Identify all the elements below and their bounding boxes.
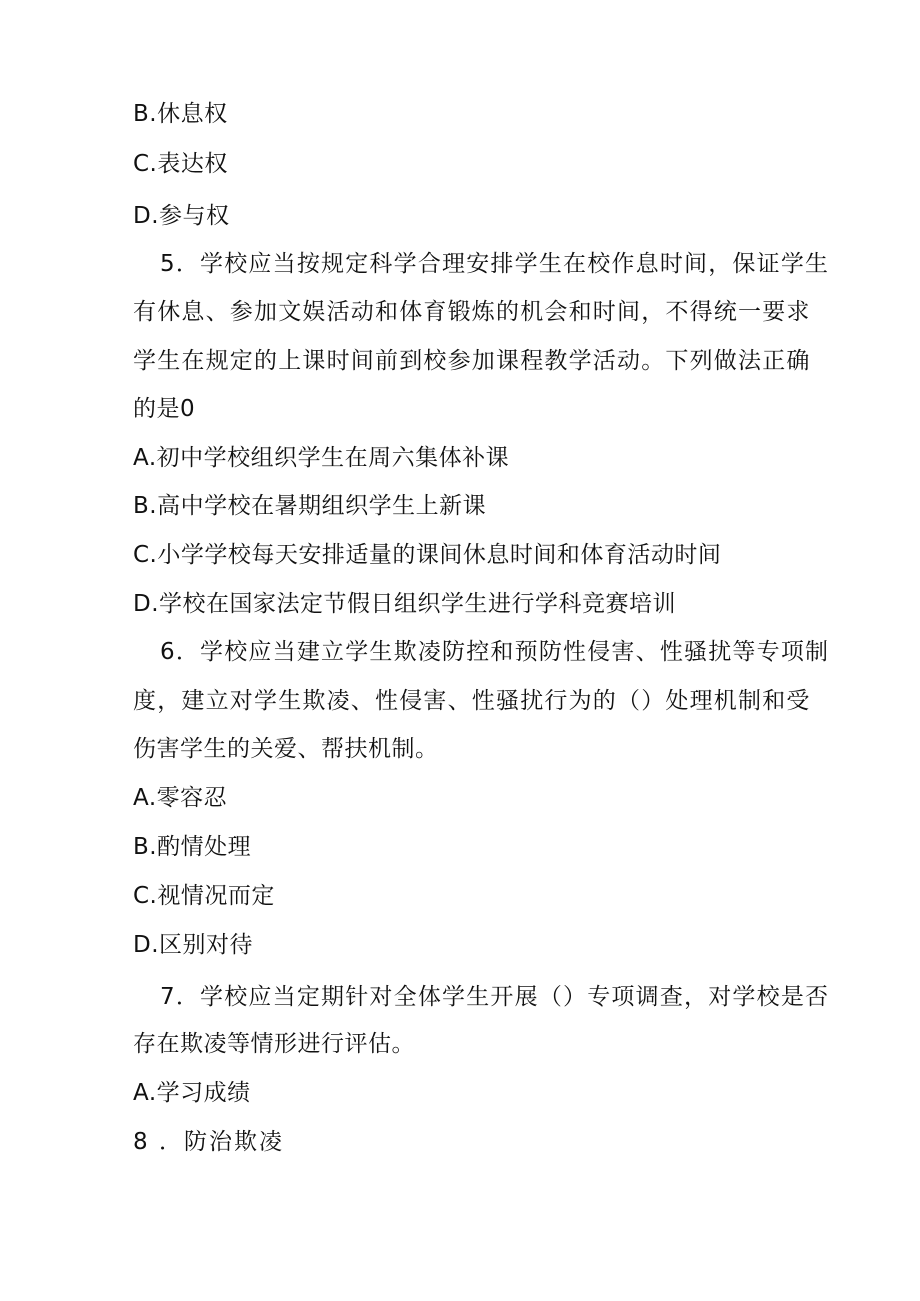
- q5-option-c: C.小学学校每天安排适量的课间休息时间和体育活动时间: [133, 542, 722, 568]
- q6-option-b: B.酌情处理: [133, 834, 252, 860]
- q6-text-line-2: 度，建立对学生欺凌、性侵害、性骚扰行为的（）处理机制和受: [133, 688, 811, 714]
- q6-option-a: A.零容忍: [133, 785, 228, 811]
- q5-text-line-1: 5．学校应当按规定科学合理安排学生在校作息时间，保证学生: [160, 251, 830, 277]
- q5-option-a: A.初中学校组织学生在周六集体补课: [133, 445, 510, 471]
- q5-option-b: B.高中学校在暑期组织学生上新课: [133, 493, 487, 519]
- q5-option-d: D.学校在国家法定节假日组织学生进行学科竞赛培训: [133, 591, 677, 617]
- q8-text-line-1: 8 ．防治欺凌: [133, 1129, 284, 1155]
- q5-text-line-3: 学生在规定的上课时间前到校参加课程教学活动。下列做法正确: [133, 348, 811, 374]
- q6-text-line-3: 伤害学生的关爱、帮扶机制。: [133, 736, 439, 762]
- q7-text-line-2: 存在欺凌等情形进行评估。: [133, 1031, 415, 1057]
- q6-option-c: C.视情况而定: [133, 883, 275, 909]
- q5-text-line-4: 的是0: [133, 396, 196, 422]
- q6-option-d: D.区别对待: [133, 932, 254, 958]
- q5-text-line-2: 有休息、参加文娱活动和体育锻炼的机会和时间，不得统一要求: [133, 299, 811, 325]
- q7-option-a: A.学习成绩: [133, 1080, 251, 1106]
- q4-option-b: B.休息权: [133, 101, 228, 127]
- q6-text-line-1: 6．学校应当建立学生欺凌防控和预防性侵害、性骚扰等专项制: [160, 639, 830, 665]
- q4-option-c: C.表达权: [133, 151, 228, 177]
- q4-option-d: D.参与权: [133, 203, 230, 229]
- q7-text-line-1: 7．学校应当定期针对全体学生开展（）专项调查，对学校是否: [160, 984, 830, 1010]
